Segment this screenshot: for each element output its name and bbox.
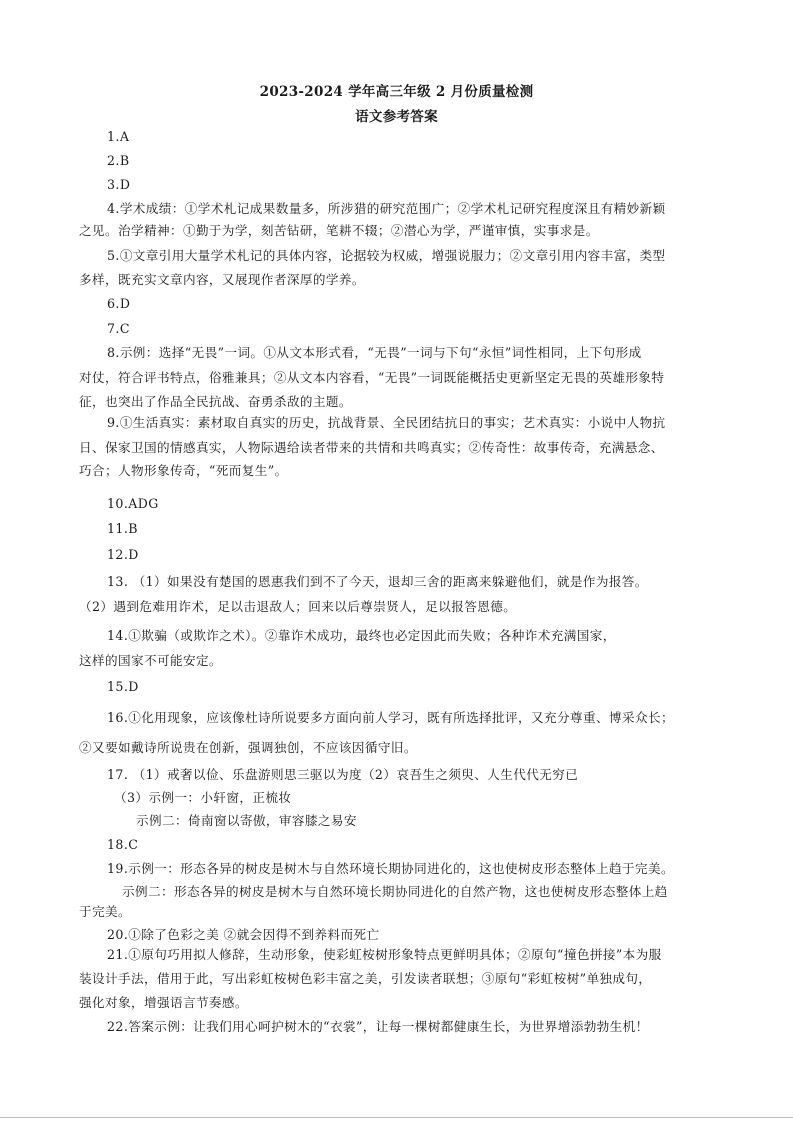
answer-14-line-1: 14.①欺骗（或欺诈之术）。②靠诈术成功，最终也必定因此而失败；各种诈术充满国家， bbox=[107, 628, 616, 643]
answer-9-line-3: 巧合；人物形象传奇，“死而复生”。 bbox=[79, 463, 288, 478]
answer-4-line-1: 4.学术成绩：①学术札记成果数量多，所涉猎的研究范围广；②学术札记研究程度深且有精妙新颖 bbox=[107, 201, 666, 216]
answer-13-line-1: 13. （1）如果没有楚国的恩惠我们到不了今天，退却三舍的距离来躲避他们，就是作为报答。 bbox=[107, 574, 648, 589]
answer-17-line-1: 17. （1）戒奢以俭、乐盘游则思三驱以为度（2）哀吾生之须臾、人生代代无穷已 bbox=[107, 767, 579, 782]
answer-10: 10.ADG bbox=[107, 496, 159, 511]
answer-16-line-1: 16.①化用现象，应该像杜诗所说要多方面向前人学习，既有所选择批评，又充分尊重、博采众长； bbox=[107, 710, 674, 725]
answer-3: 3.D bbox=[107, 177, 131, 192]
answer-7: 7.C bbox=[107, 321, 130, 336]
document-subtitle: 语文参考答案 bbox=[355, 109, 438, 125]
answer-1: 1.A bbox=[107, 129, 130, 144]
answer-21-line-3: 强化对象，增强语言节奏感。 bbox=[79, 995, 248, 1010]
answer-8-line-1: 8.示例：选择“无畏”一词。①从文本形式看，“无畏”一词与下句“永恒”词性相同，上下句形成 bbox=[107, 345, 642, 360]
page-bottom-divider bbox=[0, 1117, 793, 1118]
answer-5-line-2: 多样，既充实文章内容，又展现作者深厚的学养。 bbox=[79, 272, 365, 287]
answer-18: 18.C bbox=[107, 837, 139, 852]
answer-8-line-2: 对仗，符合评书特点，俗雅兼具；②从文本内容看，“无畏”一词既能概括史更新坚定无畏的英雄形象特 bbox=[79, 370, 665, 385]
answer-11: 11.B bbox=[107, 521, 138, 536]
answer-15: 15.D bbox=[107, 679, 139, 694]
document-title: 2023-2024 学年高三年级 2 月份质量检测 bbox=[259, 84, 534, 100]
answer-17-line-2: （3）示例一：小轩窗，正梳妆 bbox=[114, 790, 292, 805]
answer-8-line-3: 征，也突出了作品全民抗战、奋勇杀敌的主题。 bbox=[79, 394, 352, 409]
answer-4-line-2: 之见。治学精神：①勤于为学，刻苦钻研，笔耕不辍；②潜心为学，严谨审慎，实事求是。 bbox=[79, 223, 599, 238]
answer-21-line-2: 装设计手法，借用于此，写出彩虹桉树色彩丰富之美，引发读者联想；③原句“彩虹桉树”单独成句， bbox=[79, 971, 652, 986]
answer-13-line-2: （2）遇到危难用诈术，足以击退敌人；回来以后尊崇贤人，足以报答恩德。 bbox=[79, 599, 517, 614]
answer-19-line-2: 示例二：形态各异的树皮是树木与自然环境长期协同进化的自然产物，这也使树皮形态整体上趋 bbox=[122, 884, 668, 899]
answer-6: 6.D bbox=[107, 296, 131, 311]
answer-19-line-3: 于完美。 bbox=[79, 904, 131, 919]
answer-12: 12.D bbox=[107, 547, 139, 562]
answer-22: 22.答案示例：让我们用心呵护树木的“衣裳”，让每一棵树都健康生长，为世界增添勃勃生机！ bbox=[107, 1019, 649, 1034]
answer-17-line-3: 示例二：倚南窗以寄傲，审容膝之易安 bbox=[136, 813, 357, 828]
answer-9-line-1: 9.①生活真实：素材取自真实的历史，抗战背景、全民团结抗日的事实；艺术真实：小说中人物抗 bbox=[107, 415, 666, 430]
answer-5-line-1: 5.①文章引用大量学术札记的具体内容，论据较为权威，增强说服力；②文章引用内容丰富，类型 bbox=[107, 248, 666, 263]
answer-9-line-2: 日、保家卫国的情感真实，人物际遇给读者带来的共情和共鸣真实；②传奇性：故事传奇，充满悬念、 bbox=[79, 440, 664, 455]
answer-14-line-2: 这样的国家不可能安定。 bbox=[79, 653, 222, 668]
answer-2: 2.B bbox=[107, 153, 130, 168]
answer-19-line-1: 19.示例一：形态各异的树皮是树木与自然环境长期协同进化的，这也使树皮形态整体上趋于完美。 bbox=[107, 861, 674, 876]
answer-21-line-1: 21.①原句巧用拟人修辞，生动形象，使彩虹桉树形象特点更鲜明具体；②原句“撞色拼接”本为服 bbox=[107, 947, 662, 962]
answer-20: 20.①除了色彩之美 ②就会因得不到养料而死亡 bbox=[107, 927, 380, 942]
answer-16-line-2: ②又要如戴诗所说贵在创新，强调独创，不应该因循守旧。 bbox=[79, 740, 417, 755]
